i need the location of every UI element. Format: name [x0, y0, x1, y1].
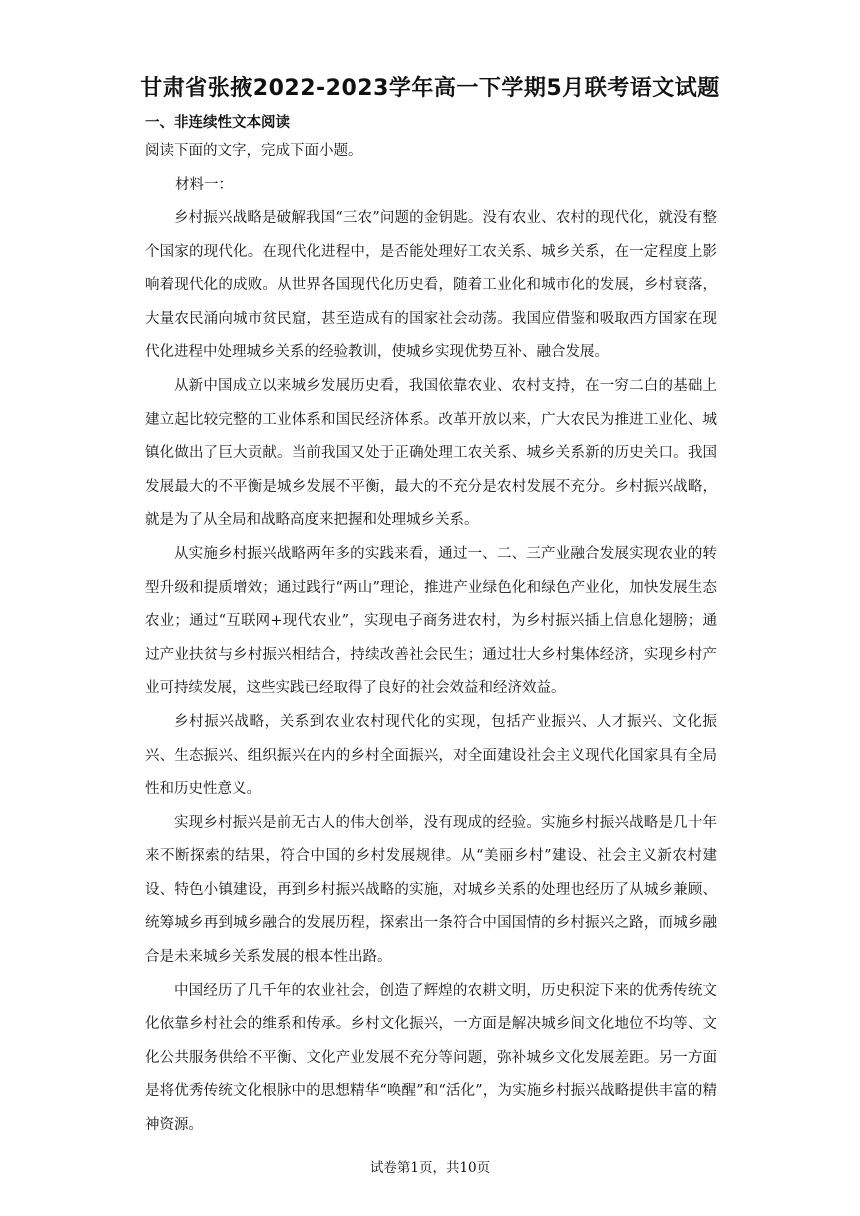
paragraph: 中国经历了几千年的农业社会，创造了辉煌的农耕文明，历史积淀下来的优秀传统文化依靠乡村社会的维系和传承。乡村文化振兴，一方面是解决城乡间文化地位不均等、文化公共服务供给不平衡、文化产业发展不充分等问题，弥补城乡文化发展差距。另一方面是将优秀传统文化根脉中的思想精华“唤醒”和“活化”，为实施乡村振兴战略提供丰富的精神资源。: [145, 982, 717, 1134]
page-footer: 试卷第1页，共10页: [369, 1160, 491, 1176]
paragraph: 实现乡村振兴是前无古人的伟大创举，没有现成的经验。实施乡村振兴战略是几十年来不断探索的结果，符合中国的乡村发展规律。从“美丽乡村”建设、社会主义新农村建设、特色小镇建设，再到乡村振兴战略的实施，对城乡关系的处理也经历了从城乡兼顾、统筹城乡再到城乡融合的发展历程，探索出一条符合中国国情的乡村振兴之路，而城乡融合是未来城乡关系发展的根本性出路。: [145, 814, 717, 966]
paragraph: 从实施乡村振兴战略两年多的实践来看，通过一、二、三产业融合发展实现农业的转型升级和提质增效；通过践行“两山”理论，推进产业绿色化和绿色产业化，加快发展生态农业；通过“互联网+现代农业”，实现电子商务进农村，为乡村振兴插上信息化翅膀；通过产业扶贫与乡村振兴相结合，持续改善社会民生；通过壮大乡村集体经济，实现乡村产业可持续发展，这些实践已经取得了良好的社会效益和经济效益。: [145, 545, 717, 697]
article-body: [145, 202, 717, 1143]
paragraph: 乡村振兴战略是破解我国“三农”问题的金钥匙。没有农业、农村的现代化，就没有整个国家的现代化。在现代化进程中，是否能处理好工农关系、城乡关系，在一定程度上影响着现代化的成败。从世界各国现代化历史看，随着工业化和城市化的发展，乡村衰落，大量农民涌向城市贫民窟，甚至造成有的国家社会动荡。我国应借鉴和吸取西方国家在现代化进程中处理城乡关系的经验教训，使城乡实现优势互补、融合发展。: [145, 210, 717, 361]
page-title: 甘肃省张掖2022-2023学年高一下学期5月联考语文试题: [140, 76, 720, 101]
material-label: 材料一：: [175, 177, 233, 193]
section-heading: 一、非连续性文本阅读: [145, 115, 290, 131]
paragraph: 从新中国成立以来城乡发展历史看，我国依靠农业、农村支持，在一穷二白的基础上建立起比较完整的工业体系和国民经济体系。改革开放以来，广大农民为推进工业化、城镇化做出了巨大贡献。当前我国又处于正确处理工农关系、城乡关系新的历史关口。我国发展最大的不平衡是城乡发展不平衡，最大的不充分是农村发展不充分。乡村振兴战略，就是为了从全局和战略高度来把握和处理城乡关系。: [145, 377, 717, 529]
paragraph: 乡村振兴战略，关系到农业农村现代化的实现，包括产业振兴、人才振兴、文化振兴、生态振兴、组织振兴在内的乡村全面振兴，对全面建设社会主义现代化国家具有全局性和历史性意义。: [145, 713, 717, 798]
reading-instruction: 阅读下面的文字，完成下面小题。: [145, 143, 363, 159]
